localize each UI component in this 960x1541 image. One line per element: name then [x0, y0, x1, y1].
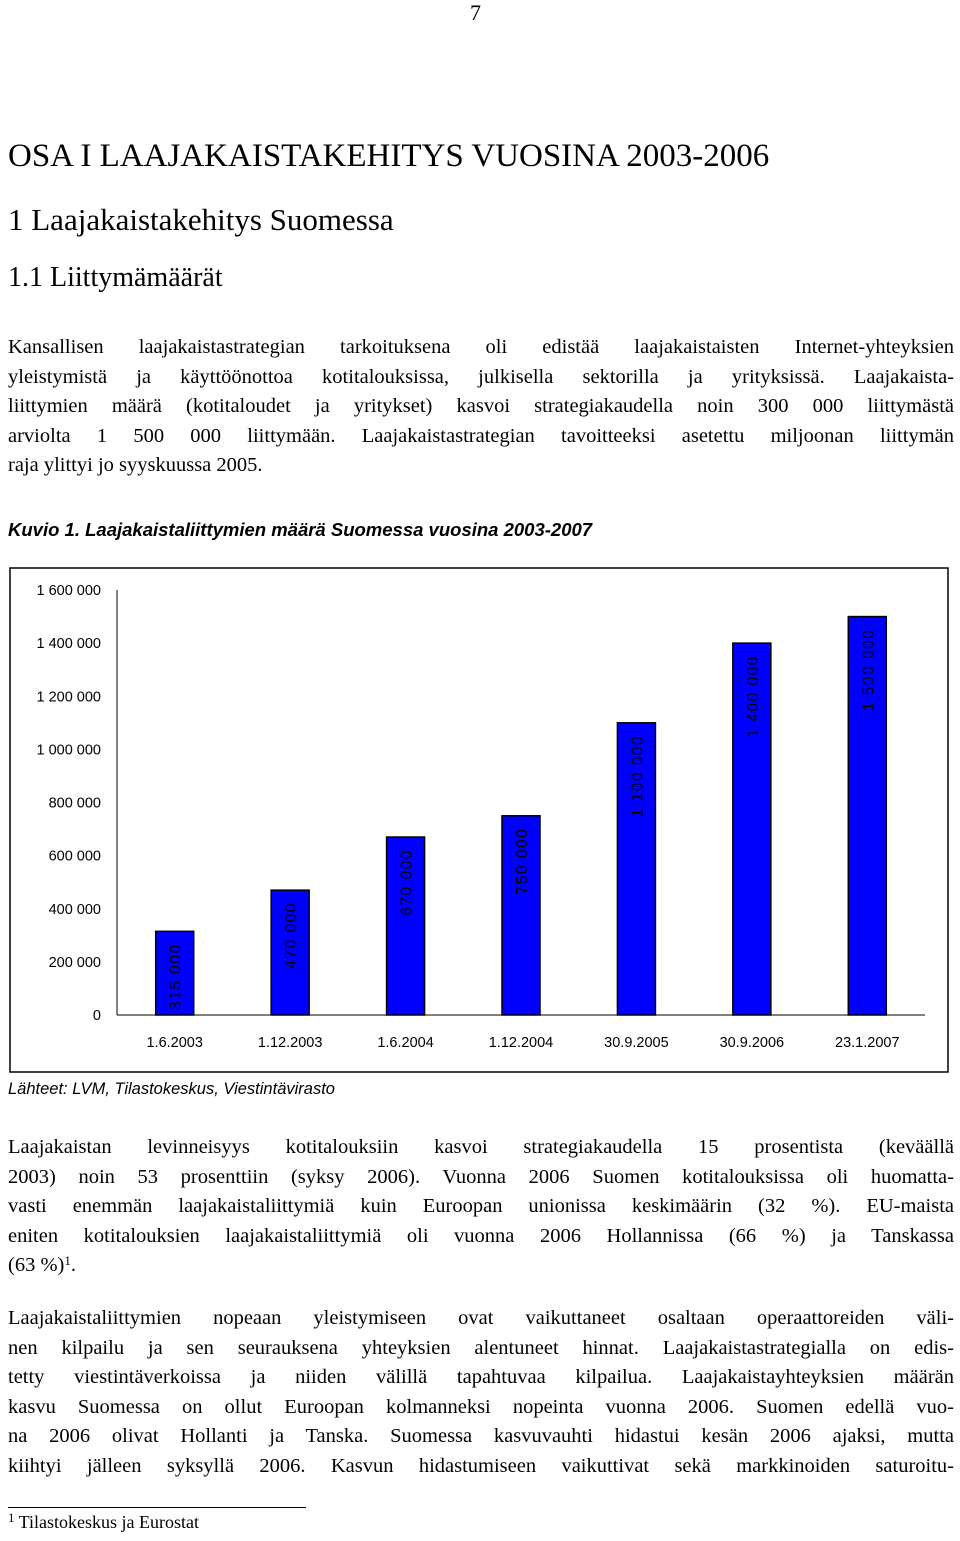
x-tick-label: 30.9.2006: [719, 1035, 785, 1051]
y-tick-label: 1 400 000: [36, 636, 101, 653]
x-axis-tick-labels: [146, 1035, 899, 1051]
body-paragraph-3: [8, 1304, 954, 1482]
x-tick-label: 1.6.2003: [146, 1035, 203, 1051]
bar-value-label: 315 000: [167, 943, 185, 1010]
paragraph-line: nen kilpailu ja sen seurauksena yhteyksien alentuneet hinnat. Laajakaistastrategialla on edis-: [8, 1336, 954, 1359]
x-tick-label: 1.6.2004: [377, 1035, 434, 1051]
y-tick-label: 1 600 000: [36, 583, 101, 599]
paragraph-line: Laajakaistaliittymien nopeaan yleistymiseen ovat vaikuttaneet osaltaan operaattoreiden väli-: [8, 1307, 954, 1329]
bar-value-label: 670 000: [398, 849, 416, 916]
paragraph-line: [8, 1251, 954, 1281]
footnote-number: 1: [8, 1510, 15, 1526]
paragraph-line: eniten kotitalouksien laajakaistaliittymiä oli vuonna 2006 Hollannissa (66 %) ja Tanskassa: [8, 1224, 954, 1247]
part-heading: OSA I LAAJAKAISTAKEHITYS VUOSINA 2003-2006: [8, 138, 770, 174]
y-tick-label: 0: [92, 1008, 101, 1024]
paragraph-line: tetty viestintäverkoissa ja niiden välillä tapahtuvaa kilpailua. Laajakaistayhteyksien määrän: [8, 1366, 954, 1389]
bar-value-label: 1 500 000: [860, 628, 878, 712]
bar-value-label: 470 000: [283, 902, 301, 969]
page-number: 7: [470, 0, 481, 25]
paragraph-line: liittymien määrä (kotitaloudet ja yritykset) kasvoi strategiakaudella noin 300 000 liittymästä: [8, 395, 954, 418]
paragraph-line: kiihtyi jälleen syksyllä 2006. Kasvun hidastumiseen vaikuttivat sekä markkinoiden saturoitu-: [8, 1454, 954, 1477]
paragraph-line: raja ylittyi jo syyskuussa 2005.: [8, 454, 263, 477]
y-tick-label: 800 000: [48, 795, 101, 812]
footnote-text: Tilastokeskus ja Eurostat: [14, 1512, 200, 1532]
paragraph-line: vasti enemmän laajakaistaliittymiä kuin Euroopan unionissa keskimäärin (32 %). EU-maista: [8, 1195, 954, 1218]
body-paragraph-2: [8, 1133, 954, 1281]
paragraph-line: kasvu Suomessa on ollut Euroopan kolmanneksi nopeinta vuonna 2006. Suomen edellä vuo-: [8, 1395, 954, 1418]
chart-bars: [156, 617, 887, 1015]
footnote-reference: 1: [64, 1253, 71, 1269]
bar-value-label: 1 400 000: [744, 655, 762, 738]
x-tick-label: 30.9.2005: [604, 1035, 669, 1051]
paragraph-line: arviolta 1 500 000 liittymään. Laajakaistastrategian tavoitteeksi asetettu miljoonan liittymän: [8, 424, 954, 447]
bar-value-label: 750 000: [514, 827, 531, 895]
paragraph-line: 2003) noin 53 prosenttiin (syksy 2006). Vuonna 2006 Suomen kotitalouksissa oli huomatta-: [8, 1165, 954, 1188]
paragraph-text: (63 %): [8, 1254, 65, 1277]
footnote: [8, 1512, 199, 1533]
paragraph-line: yleistymistä ja käyttöönottoa kotitalouksissa, julkisella sektorilla ja yrityksissä. Laajakaista-: [8, 365, 954, 388]
x-tick-label: 1.12.2004: [488, 1035, 554, 1051]
figure-caption: Kuvio 1. Laajakaistaliittymien määrä Suomessa vuosina 2003-2007: [8, 519, 593, 540]
y-tick-label: 200 000: [48, 954, 101, 971]
chapter-heading: 1 Laajakaistakehitys Suomessa: [8, 202, 394, 237]
source-note: Lähteet: LVM, Tilastokeskus, Viestintävirasto: [8, 1080, 335, 1098]
x-tick-label: 1.12.2003: [257, 1035, 323, 1051]
y-axis-tick-labels: [36, 583, 101, 1024]
y-tick-label: 400 000: [48, 901, 101, 918]
bar-value-label: 1 100 000: [629, 734, 647, 818]
paragraph-line: na 2006 olivat Hollanti ja Tanska. Suomessa kasvuvauhti hidastui kesän 2006 ajaksi, mutta: [8, 1425, 954, 1448]
x-tick-label: 23.1.2007: [835, 1035, 900, 1051]
paragraph-line: Laajakaistan levinneisyys kotitalouksiin kasvoi strategiakaudella 15 prosentista (keväällä: [8, 1136, 954, 1158]
chart-frame: [10, 568, 948, 1072]
paragraph-text: .: [70, 1254, 76, 1277]
section-heading: 1.1 Liittymämäärät: [8, 262, 223, 293]
footnote-separator: [8, 1507, 306, 1508]
paragraph-line: Kansallisen laajakaistastrategian tarkoituksena oli edistää laajakaistaisten Internet-yhteyksien: [8, 336, 954, 358]
y-tick-label: 1 200 000: [36, 689, 101, 706]
y-tick-label: 600 000: [48, 848, 101, 865]
y-tick-label: 1 000 000: [36, 742, 101, 759]
